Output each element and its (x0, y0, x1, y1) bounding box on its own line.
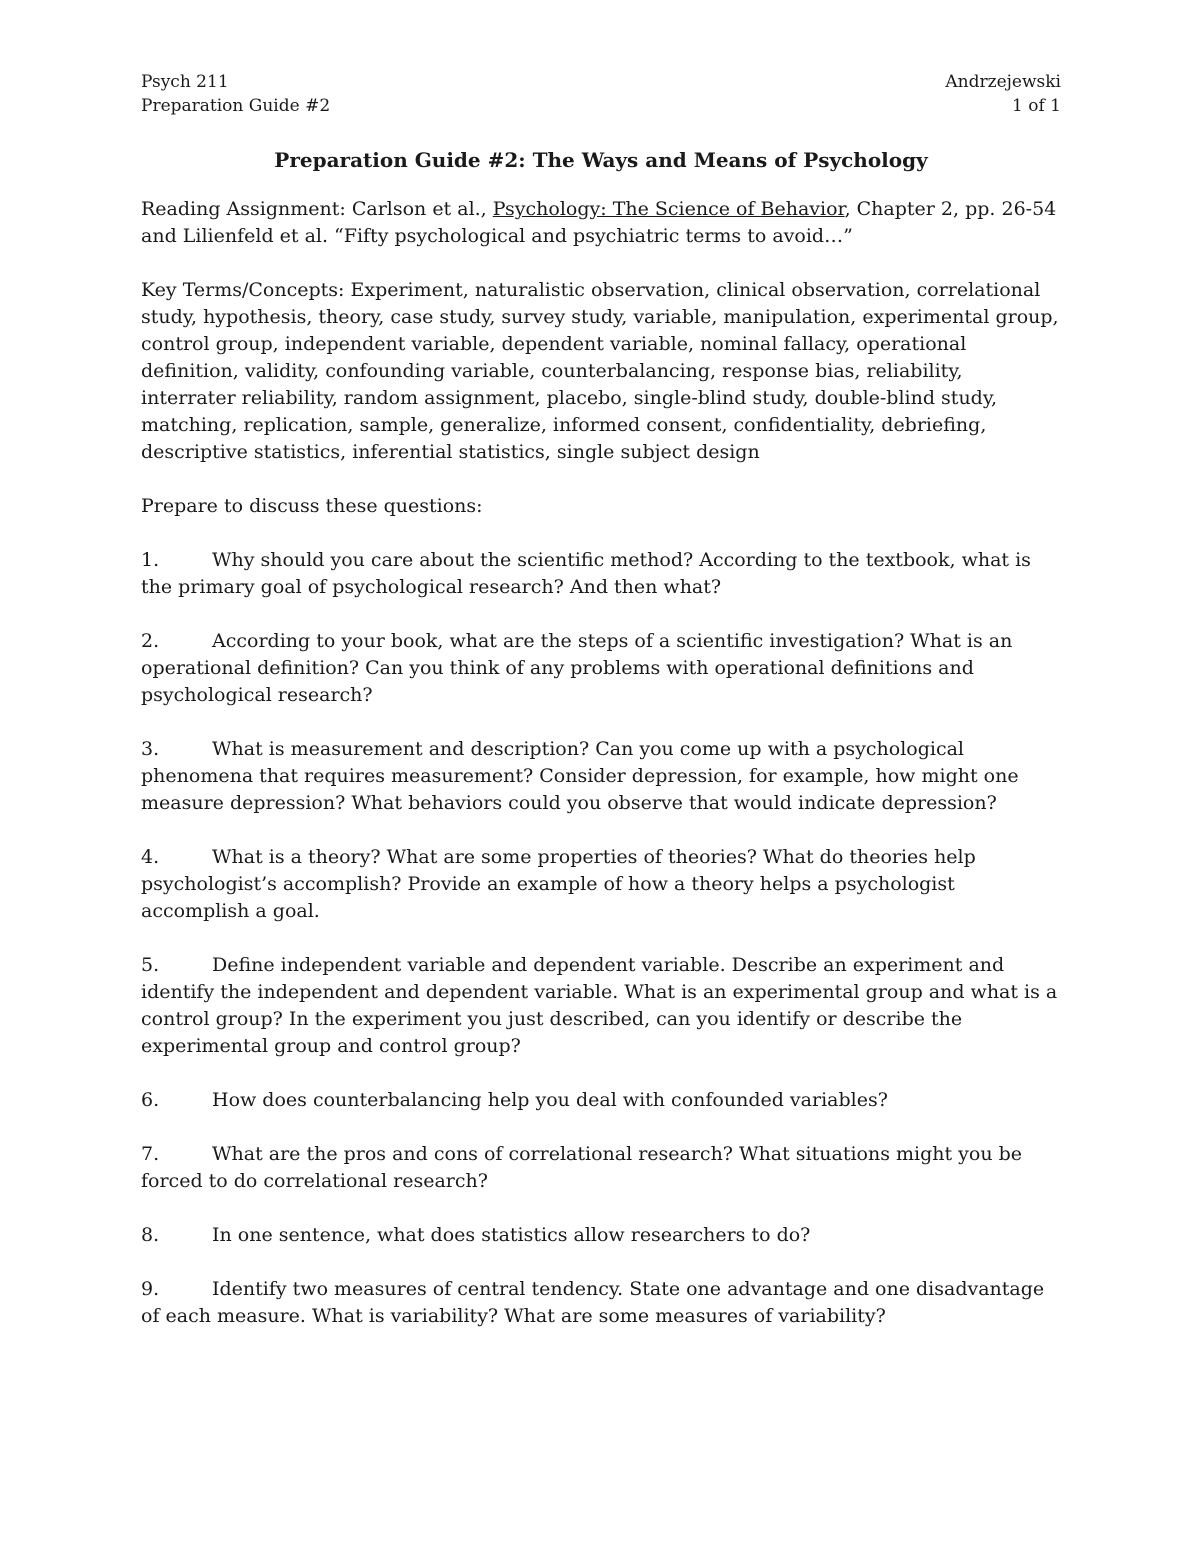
question-text: Define independent variable and dependent variable. Describe an experiment and identify the independent and dependent variable. What is an experimental group and what is a control group? In the experiment you just described, can you identify or describe the experimental group and control group? (141, 954, 1058, 1057)
question-item (141, 1276, 1061, 1330)
document-title: Preparation Guide #2: The Ways and Means of Psychology (274, 148, 928, 172)
question-item (141, 1222, 1061, 1249)
question-number: 8. (141, 1224, 160, 1246)
question-text: What is measurement and description? Can you come up with a psychological phenomena that requires measurement? Consider depression, for example, how might one measure depression? What behaviors could you observe that would indicate depression? (141, 738, 1019, 814)
header-left (141, 70, 330, 118)
question-number: 5. (141, 954, 160, 976)
author-label: Andrzejewski (945, 72, 1061, 92)
question-number: 6. (141, 1089, 160, 1111)
question-item (141, 1087, 1061, 1114)
question-text: What is a theory? What are some properties of theories? What do theories help psychologist’s accomplish? Provide an example of how a theory helps a psychologist accomplish a goal. (141, 846, 976, 922)
question-text: Why should you care about the scientific method? According to the textbook, what is the primary goal of psychological research? And then what? (141, 549, 1031, 598)
reading-prefix: Reading Assignment: Carlson et al., (141, 198, 493, 220)
question-text: According to your book, what are the steps of a scientific investigation? What is an operational definition? Can you think of any problems with operational definitions and psychological research? (141, 630, 1013, 706)
guide-label: Preparation Guide #2 (141, 96, 331, 116)
question-text: What are the pros and cons of correlational research? What situations might you be forced to do correlational research? (141, 1143, 1023, 1192)
page-header (141, 70, 1061, 118)
course-label: Psych 211 (141, 72, 229, 92)
question-number: 9. (141, 1278, 160, 1300)
header-right (945, 70, 1061, 118)
question-item (141, 844, 1061, 925)
question-list (141, 547, 1061, 1330)
question-text: Identify two measures of central tendency. State one advantage and one disadvantage of each measure. What is variability? What are some measures of variability? (141, 1278, 1045, 1327)
question-item (141, 736, 1061, 817)
question-number: 3. (141, 738, 160, 760)
question-item (141, 628, 1061, 709)
question-number: 1. (141, 549, 160, 571)
discussion-prompt: Prepare to discuss these questions: (141, 495, 483, 517)
question-number: 4. (141, 846, 160, 868)
question-item (141, 547, 1061, 601)
book-title: Psychology: The Science of Behavior (492, 198, 845, 220)
page-count: 1 of 1 (1012, 96, 1061, 116)
key-terms: Key Terms/Concepts: Experiment, naturalistic observation, clinical observation, correlational study, hypothesis, theory, case study, survey study, variable, manipulation, experimental group, control group, independent variable, dependent variable, nominal fallacy, operational definition, validity, confounding variable, counterbalancing, response bias, reliability, interrater reliability, random assignment, placebo, single-blind study, double-blind study, matching, replication, sample, generalize, informed consent, confidentiality, debriefing, descriptive statistics, inferential statistics, single subject design (141, 279, 1059, 463)
question-number: 7. (141, 1143, 160, 1165)
question-item (141, 952, 1061, 1060)
document-page (141, 70, 1061, 1357)
reading-assignment (141, 196, 1061, 250)
question-item (141, 1141, 1061, 1195)
question-text: How does counterbalancing help you deal with confounded variables? (212, 1089, 888, 1111)
question-number: 2. (141, 630, 160, 652)
reading-suffix: , Chapter 2, pp. 26-54 and Lilienfeld et al. “Fifty psychological and psychiatric terms to avoid…” (141, 198, 1057, 247)
question-text: In one sentence, what does statistics allow researchers to do? (212, 1224, 811, 1246)
